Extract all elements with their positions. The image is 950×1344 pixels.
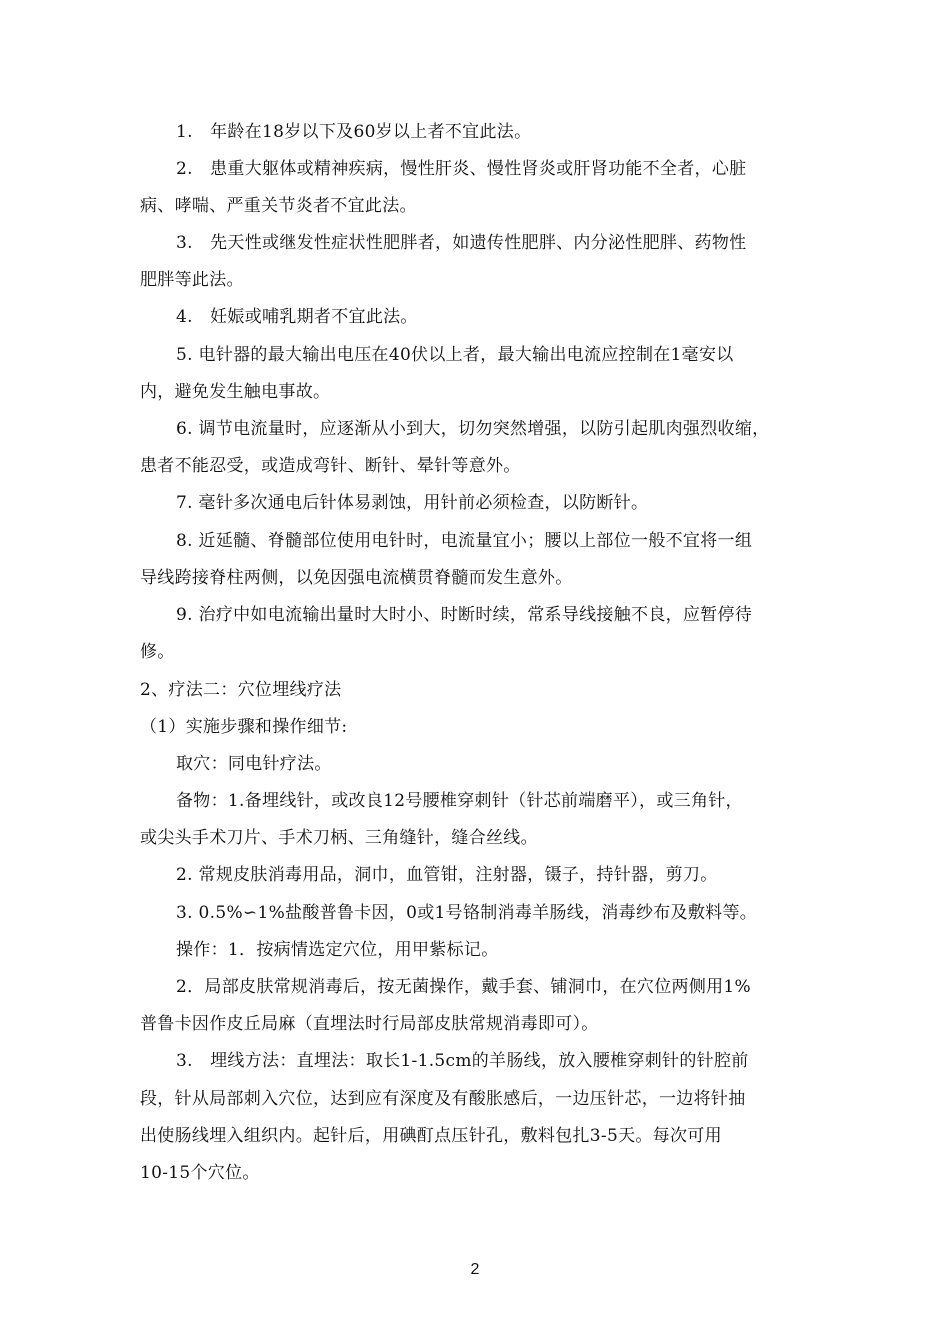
text-line-12: 8. 近延髓、脊髓部位使用电针时，电流量宜小；腰以上部位一般不宜将一组 [176, 531, 753, 551]
section-heading: 2、疗法二：穴位埋线疗法 [140, 680, 342, 700]
text-line-15: 修。 [140, 642, 175, 662]
text-line-22: 3. 0.5%∽1%盐酸普鲁卡因，0或1号铬制消毒羊肠线，消毒纱布及敷料等。 [176, 903, 758, 923]
text-line-29: 10-15个穴位。 [140, 1163, 260, 1183]
text-line-26: 3. 埋线方法：直埋法：取长1-1.5cm的羊肠线，放入腰椎穿刺针的针腔前 [176, 1051, 749, 1071]
text-line-13: 导线跨接脊柱两侧，以免因强电流横贯脊髓而发生意外。 [140, 568, 573, 588]
text-line-14: 9. 治疗中如电流输出量时大时小、时断时续，常系导线接触不良，应暂停待 [176, 605, 753, 625]
text-line-19: 备物：1.备埋线针，或改良12号腰椎穿刺针（针芯前端磨平），或三角针， [176, 791, 743, 811]
text-line-8: 内，避免发生触电事故。 [140, 382, 331, 402]
text-line-10: 患者不能忍受，或造成弯针、断针、晕针等意外。 [140, 456, 521, 476]
subsection-heading: （1）实施步骤和操作细节: [140, 717, 348, 737]
text-line-21: 2. 常规皮肤消毒用品，洞巾，血管钳，注射器，镊子，持针器，剪刀。 [176, 865, 718, 885]
text-line-24: 2．局部皮肤常规消毒后，按无菌操作，戴手套、铺洞巾，在穴位两侧用1% [176, 977, 751, 997]
text-line-2: 2. 患重大躯体或精神疾病，慢性肝炎、慢性肾炎或肝肾功能不全者，心脏 [176, 159, 747, 179]
text-line-20: 或尖头手术刀片、手术刀柄、三角缝针，缝合丝线。 [140, 828, 538, 848]
text-line-27: 段，针从局部刺入穴位，达到应有深度及有酸胀感后，一边压针芯，一边将针抽 [140, 1089, 746, 1109]
text-line-5: 肥胖等此法。 [140, 270, 244, 290]
text-line-4: 3. 先天性或继发性症状性肥胖者，如遗传性肥胖、内分泌性肥胖、药物性 [176, 233, 747, 253]
page-number: 2 [470, 1261, 480, 1278]
text-line-11: 7. 毫针多次通电后针体易剥蚀，用针前必须检查，以防断针。 [176, 493, 649, 513]
text-line-1: 1. 年龄在18岁以下及60岁以上者不宜此法。 [176, 122, 532, 142]
text-line-23: 操作：1．按病情选定穴位，用甲紫标记。 [176, 940, 499, 960]
text-line-18: 取穴：同电针疗法。 [176, 754, 332, 774]
text-line-6: 4. 妊娠或哺乳期者不宜此法。 [176, 307, 418, 327]
text-line-25: 普鲁卡因作皮丘局麻（直埋法时行局部皮肤常规消毒即可）。 [140, 1014, 599, 1034]
text-line-9: 6. 调节电流量时，应逐渐从小到大，切勿突然增强，以防引起肌肉强烈收缩， [176, 419, 770, 439]
text-line-28: 出使肠线埋入组织内。起针后，用碘酊点压针孔，敷料包扎3-5天。每次可用 [140, 1126, 722, 1146]
text-line-3: 病、哮喘、严重关节炎者不宜此法。 [140, 196, 417, 216]
text-line-7: 5. 电针器的最大输出电压在40伏以上者，最大输出电流应控制在1毫安以 [176, 345, 734, 365]
